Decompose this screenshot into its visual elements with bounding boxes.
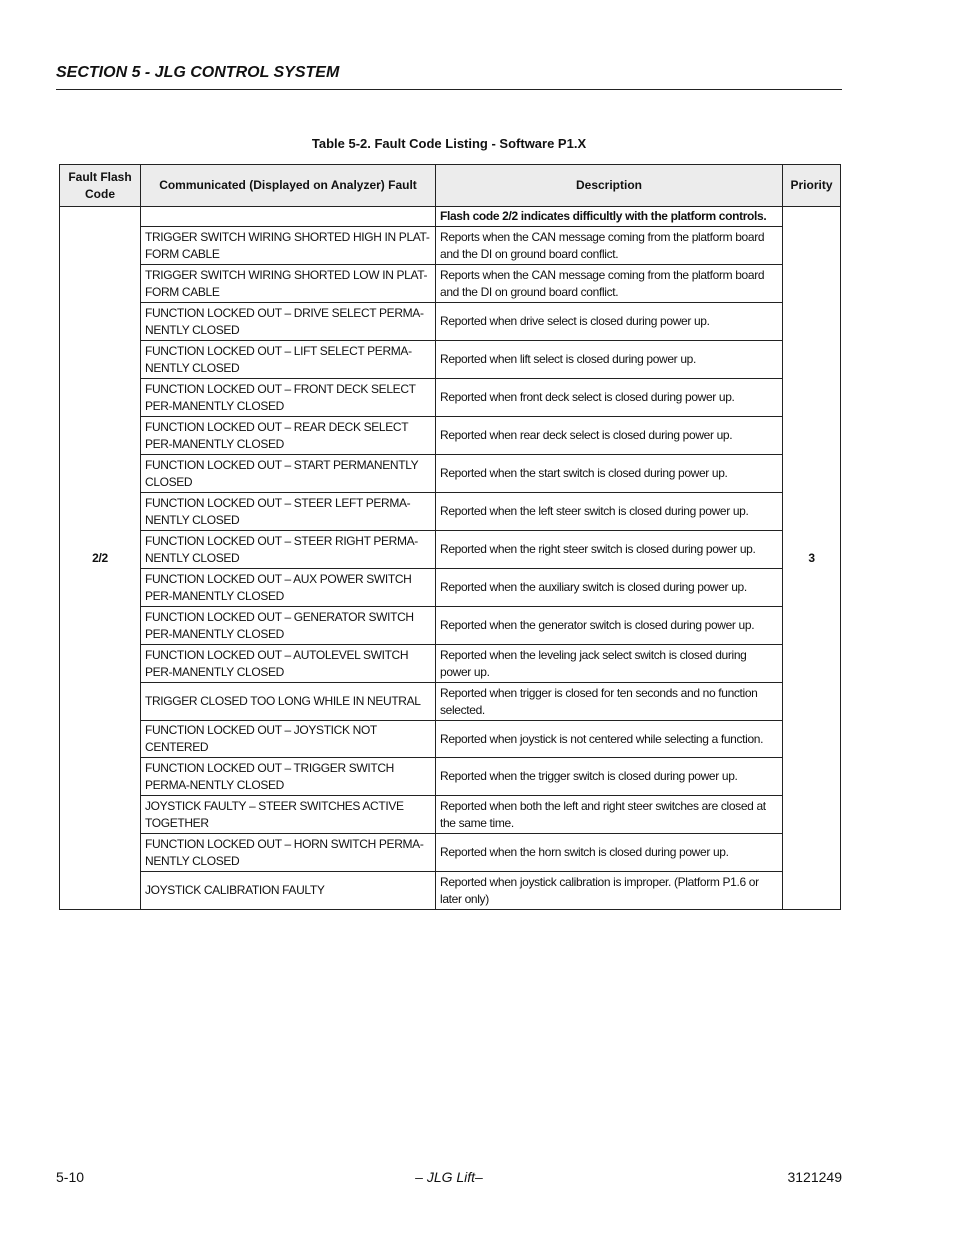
- description-cell: Reports when the CAN message coming from the platform board and the DI on ground board conflict.: [436, 227, 783, 265]
- header-rule: [56, 89, 842, 90]
- fault-cell: FUNCTION LOCKED OUT – AUTOLEVEL SWITCH PER-MANENTLY CLOSED: [141, 645, 436, 683]
- fault-cell: FUNCTION LOCKED OUT – STEER RIGHT PERMA-NENTLY CLOSED: [141, 531, 436, 569]
- fault-cell: TRIGGER SWITCH WIRING SHORTED HIGH IN PLAT-FORM CABLE: [141, 227, 436, 265]
- table-row: [60, 683, 841, 721]
- table-row: [60, 493, 841, 531]
- table-caption: Table 5-2. Fault Code Listing - Software P1.X: [311, 136, 587, 151]
- section-title: SECTION 5 - JLG CONTROL SYSTEM: [56, 64, 340, 81]
- table-row: [60, 227, 841, 265]
- fault-cell: FUNCTION LOCKED OUT – HORN SWITCH PERMA-NENTLY CLOSED: [141, 834, 436, 872]
- flash-code-cell: 2/2: [60, 207, 141, 910]
- col-header-fault: Communicated (Displayed on Analyzer) Fault: [141, 165, 436, 207]
- description-cell: Reported when the generator switch is closed during power up.: [436, 607, 783, 645]
- table-row: [60, 645, 841, 683]
- description-cell: Reported when joystick is not centered while selecting a function.: [436, 721, 783, 758]
- fault-cell: FUNCTION LOCKED OUT – START PERMANENTLY CLOSED: [141, 455, 436, 493]
- col-header-flash-code: Fault Flash Code: [60, 165, 141, 207]
- fault-cell: JOYSTICK FAULTY – STEER SWITCHES ACTIVE TOGETHER: [141, 796, 436, 834]
- fault-cell: FUNCTION LOCKED OUT – STEER LEFT PERMA-NENTLY CLOSED: [141, 493, 436, 531]
- table-row: [60, 341, 841, 379]
- fault-cell: JOYSTICK CALIBRATION FAULTY: [141, 872, 436, 910]
- table-row: [60, 569, 841, 607]
- priority-cell: 3: [783, 207, 841, 910]
- table-row: [60, 607, 841, 645]
- table-row: [60, 531, 841, 569]
- table-row: [60, 721, 841, 758]
- fault-cell: FUNCTION LOCKED OUT – FRONT DECK SELECT PER-MANENTLY CLOSED: [141, 379, 436, 417]
- description-cell: Reported when joystick calibration is improper. (Platform P1.6 or later only): [436, 872, 783, 910]
- page-number: 5-10: [56, 1169, 85, 1185]
- description-cell: Reported when the right steer switch is closed during power up.: [436, 531, 783, 569]
- description-cell: Reported when the left steer switch is closed during power up.: [436, 493, 783, 531]
- table-row: [60, 303, 841, 341]
- footer-brand: – JLG Lift–: [415, 1169, 483, 1185]
- table-row: [60, 834, 841, 872]
- table-row: [60, 455, 841, 493]
- description-cell: Reports when the CAN message coming from the platform board and the DI on ground board conflict.: [436, 265, 783, 303]
- document-number: 3121249: [787, 1169, 842, 1185]
- description-cell: Reported when the auxiliary switch is closed during power up.: [436, 569, 783, 607]
- table-row: [60, 758, 841, 796]
- description-cell: Reported when front deck select is closed during power up.: [436, 379, 783, 417]
- fault-cell: [141, 207, 436, 227]
- table-header-row: [60, 165, 841, 207]
- table-body: [60, 207, 841, 910]
- description-cell: Reported when drive select is closed during power up.: [436, 303, 783, 341]
- table-row: [60, 379, 841, 417]
- table-row: [60, 417, 841, 455]
- fault-cell: FUNCTION LOCKED OUT – LIFT SELECT PERMA-NENTLY CLOSED: [141, 341, 436, 379]
- fault-cell: FUNCTION LOCKED OUT – GENERATOR SWITCH PER-MANENTLY CLOSED: [141, 607, 436, 645]
- description-cell: Reported when trigger is closed for ten seconds and no function selected.: [436, 683, 783, 721]
- description-cell: Reported when the leveling jack select switch is closed during power up.: [436, 645, 783, 683]
- fault-cell: FUNCTION LOCKED OUT – TRIGGER SWITCH PERMA-NENTLY CLOSED: [141, 758, 436, 796]
- col-header-priority: Priority: [783, 165, 841, 207]
- fault-cell: TRIGGER CLOSED TOO LONG WHILE IN NEUTRAL: [141, 683, 436, 721]
- fault-cell: FUNCTION LOCKED OUT – DRIVE SELECT PERMA-NENTLY CLOSED: [141, 303, 436, 341]
- description-cell: Reported when the horn switch is closed during power up.: [436, 834, 783, 872]
- table-row: [60, 796, 841, 834]
- table-row: [60, 207, 841, 227]
- fault-cell: FUNCTION LOCKED OUT – JOYSTICK NOT CENTERED: [141, 721, 436, 758]
- description-cell: Reported when rear deck select is closed during power up.: [436, 417, 783, 455]
- description-cell: Reported when both the left and right steer switches are closed at the same time.: [436, 796, 783, 834]
- fault-cell: TRIGGER SWITCH WIRING SHORTED LOW IN PLAT-FORM CABLE: [141, 265, 436, 303]
- fault-cell: FUNCTION LOCKED OUT – AUX POWER SWITCH PER-MANENTLY CLOSED: [141, 569, 436, 607]
- description-cell: Reported when the start switch is closed during power up.: [436, 455, 783, 493]
- description-cell: Flash code 2/2 indicates difficultly with the platform controls.: [436, 207, 783, 227]
- table-row: [60, 872, 841, 910]
- col-header-description: Description: [436, 165, 783, 207]
- fault-cell: FUNCTION LOCKED OUT – REAR DECK SELECT PER-MANENTLY CLOSED: [141, 417, 436, 455]
- fault-code-table: [59, 164, 841, 910]
- table-row: [60, 265, 841, 303]
- description-cell: Reported when lift select is closed during power up.: [436, 341, 783, 379]
- description-cell: Reported when the trigger switch is closed during power up.: [436, 758, 783, 796]
